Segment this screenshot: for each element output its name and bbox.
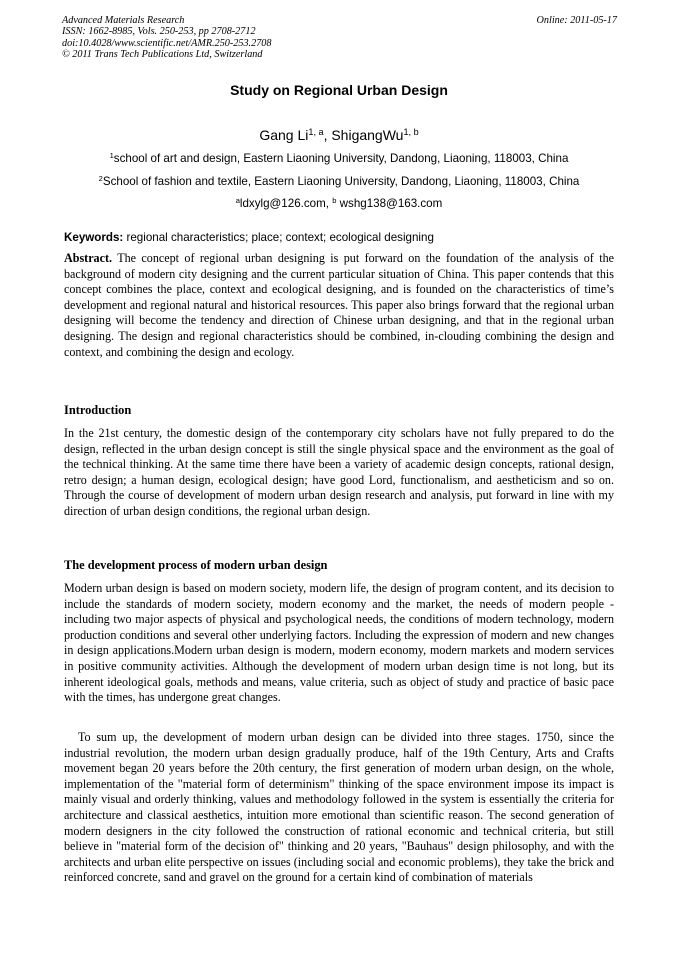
affiliation-text: school of art and design, Eastern Liaoning University, Dandong, Liaoning, 118003, China <box>113 152 569 165</box>
keywords-text: regional characteristics; place; context; ecological designing <box>123 231 434 244</box>
abstract-text: The concept of regional urban designing is put forward on the foundation of the analysis of the background of modern city designing and the current particular situation of China. This paper contends that this concept combines the place, context and ecological designing, and is founded on the characteristics of time’s development and regional natural and historical resources. This paper also brings forward that the regional urban designing will become the tendency and direction of Chinese urban designing, and that in the regional urban designing. The design and regional characteristics should be combined, in-clouding combining the design and context, and combining the design and ecology. <box>64 251 614 359</box>
journal-header <box>62 15 617 61</box>
journal-name: Advanced Materials Research <box>62 15 185 26</box>
author-separator: , <box>323 127 332 143</box>
author-affiliation-mark: 1, a <box>308 127 324 137</box>
email-mark: b <box>332 195 337 205</box>
affiliation-2 <box>0 175 678 188</box>
affiliation-1 <box>0 152 678 165</box>
abstract-label: Abstract. <box>64 251 113 265</box>
author-line <box>0 127 678 143</box>
issn-line: ISSN: 1662-8985, Vols. 250-253, pp 2708-2712 <box>62 26 256 38</box>
abstract <box>64 251 614 360</box>
section-heading: Introduction <box>64 403 132 417</box>
doi-line: doi:10.4028/www.scientific.net/AMR.250-253.2708 <box>62 37 272 49</box>
section-heading: The development process of modern urban design <box>64 558 328 572</box>
affiliation-text: School of fashion and textile, Eastern Liaoning University, Dandong, Liaoning, 118003, China <box>102 175 580 188</box>
keywords-label: Keywords: <box>64 231 124 244</box>
email-address: wshg138@163.com <box>336 197 443 210</box>
paragraph: Modern urban design is based on modern society, modern life, the design of program content, and its decision to include the standards of modern society, modern economy and the market, the needs of modern people - including two major aspects of physical and psychological needs, the conditions of modern technology, modern production conditions and several other underlying factors. Including the expression of modern and new changes in design applications.Modern urban design is modern, modern economy, modern markets and modern services in positive community activities. Although the development of modern urban design time is not long, but its inherent ideological goals, methods and means, value criteria, such as object of study and practice of basic pace with the times, has undergone great changes. <box>64 581 614 705</box>
paper-title: Study on Regional Urban Design <box>230 82 448 98</box>
author-affiliation-mark: 1, b <box>403 127 419 137</box>
email-line <box>0 197 678 210</box>
author-name: Gang Li <box>259 127 309 143</box>
email-mark: a <box>235 195 240 205</box>
paragraph: In the 21st century, the domestic design of the contemporary city scholars have not fully prepared to do the design, reflected in the urban design concept is still the single physical space and the environment as the goal of the technical thinking. At the same time there have been a variety of academic design concepts, rational design, retro design; a human design, ecological design; have good Lord, functionalism, and aestheticism and so on. Through the course of development of modern urban design research and analysis, put forward in line with my direction of urban design conditions, the regional urban design. <box>64 426 614 518</box>
keywords <box>64 231 614 244</box>
online-date: Online: 2011-05-17 <box>536 15 617 26</box>
affiliation-mark: 2 <box>98 173 103 183</box>
copyright-line: © 2011 Trans Tech Publications Ltd, Switzerland <box>62 49 263 61</box>
email-address: ldxylg@126.com, <box>239 197 333 210</box>
paragraph: To sum up, the development of modern urban design can be divided into three stages. 1750, since the industrial revolution, the modern urban design gradually produce, half of the 19th Century, Arts and Crafts movement began 20 years before the 20th century, the first generation of modern urban design, on the whole, implementation of the "material form of determinism" thinking of the space environment impose its impact is mainly visual and orderly thinking, values and methodology followed in the system is essentially the criteria for architecture and classical aesthetics, intuition more emotional than scientific reason. The second generation of modern designers in the city followed the construction of rational economic and technical criteria, but still believe in "material form of the decision of" thinking and 20 years, "Bauhaus" design philosophy, and with the architects and urban elite perspective on issues (including social and economic problems), they take the brick and reinforced concrete, sand and gravel on the ground for a certain kind of combination of materials <box>64 730 614 885</box>
affiliation-mark: 1 <box>109 150 114 160</box>
author-name: ShigangWu <box>331 127 404 143</box>
